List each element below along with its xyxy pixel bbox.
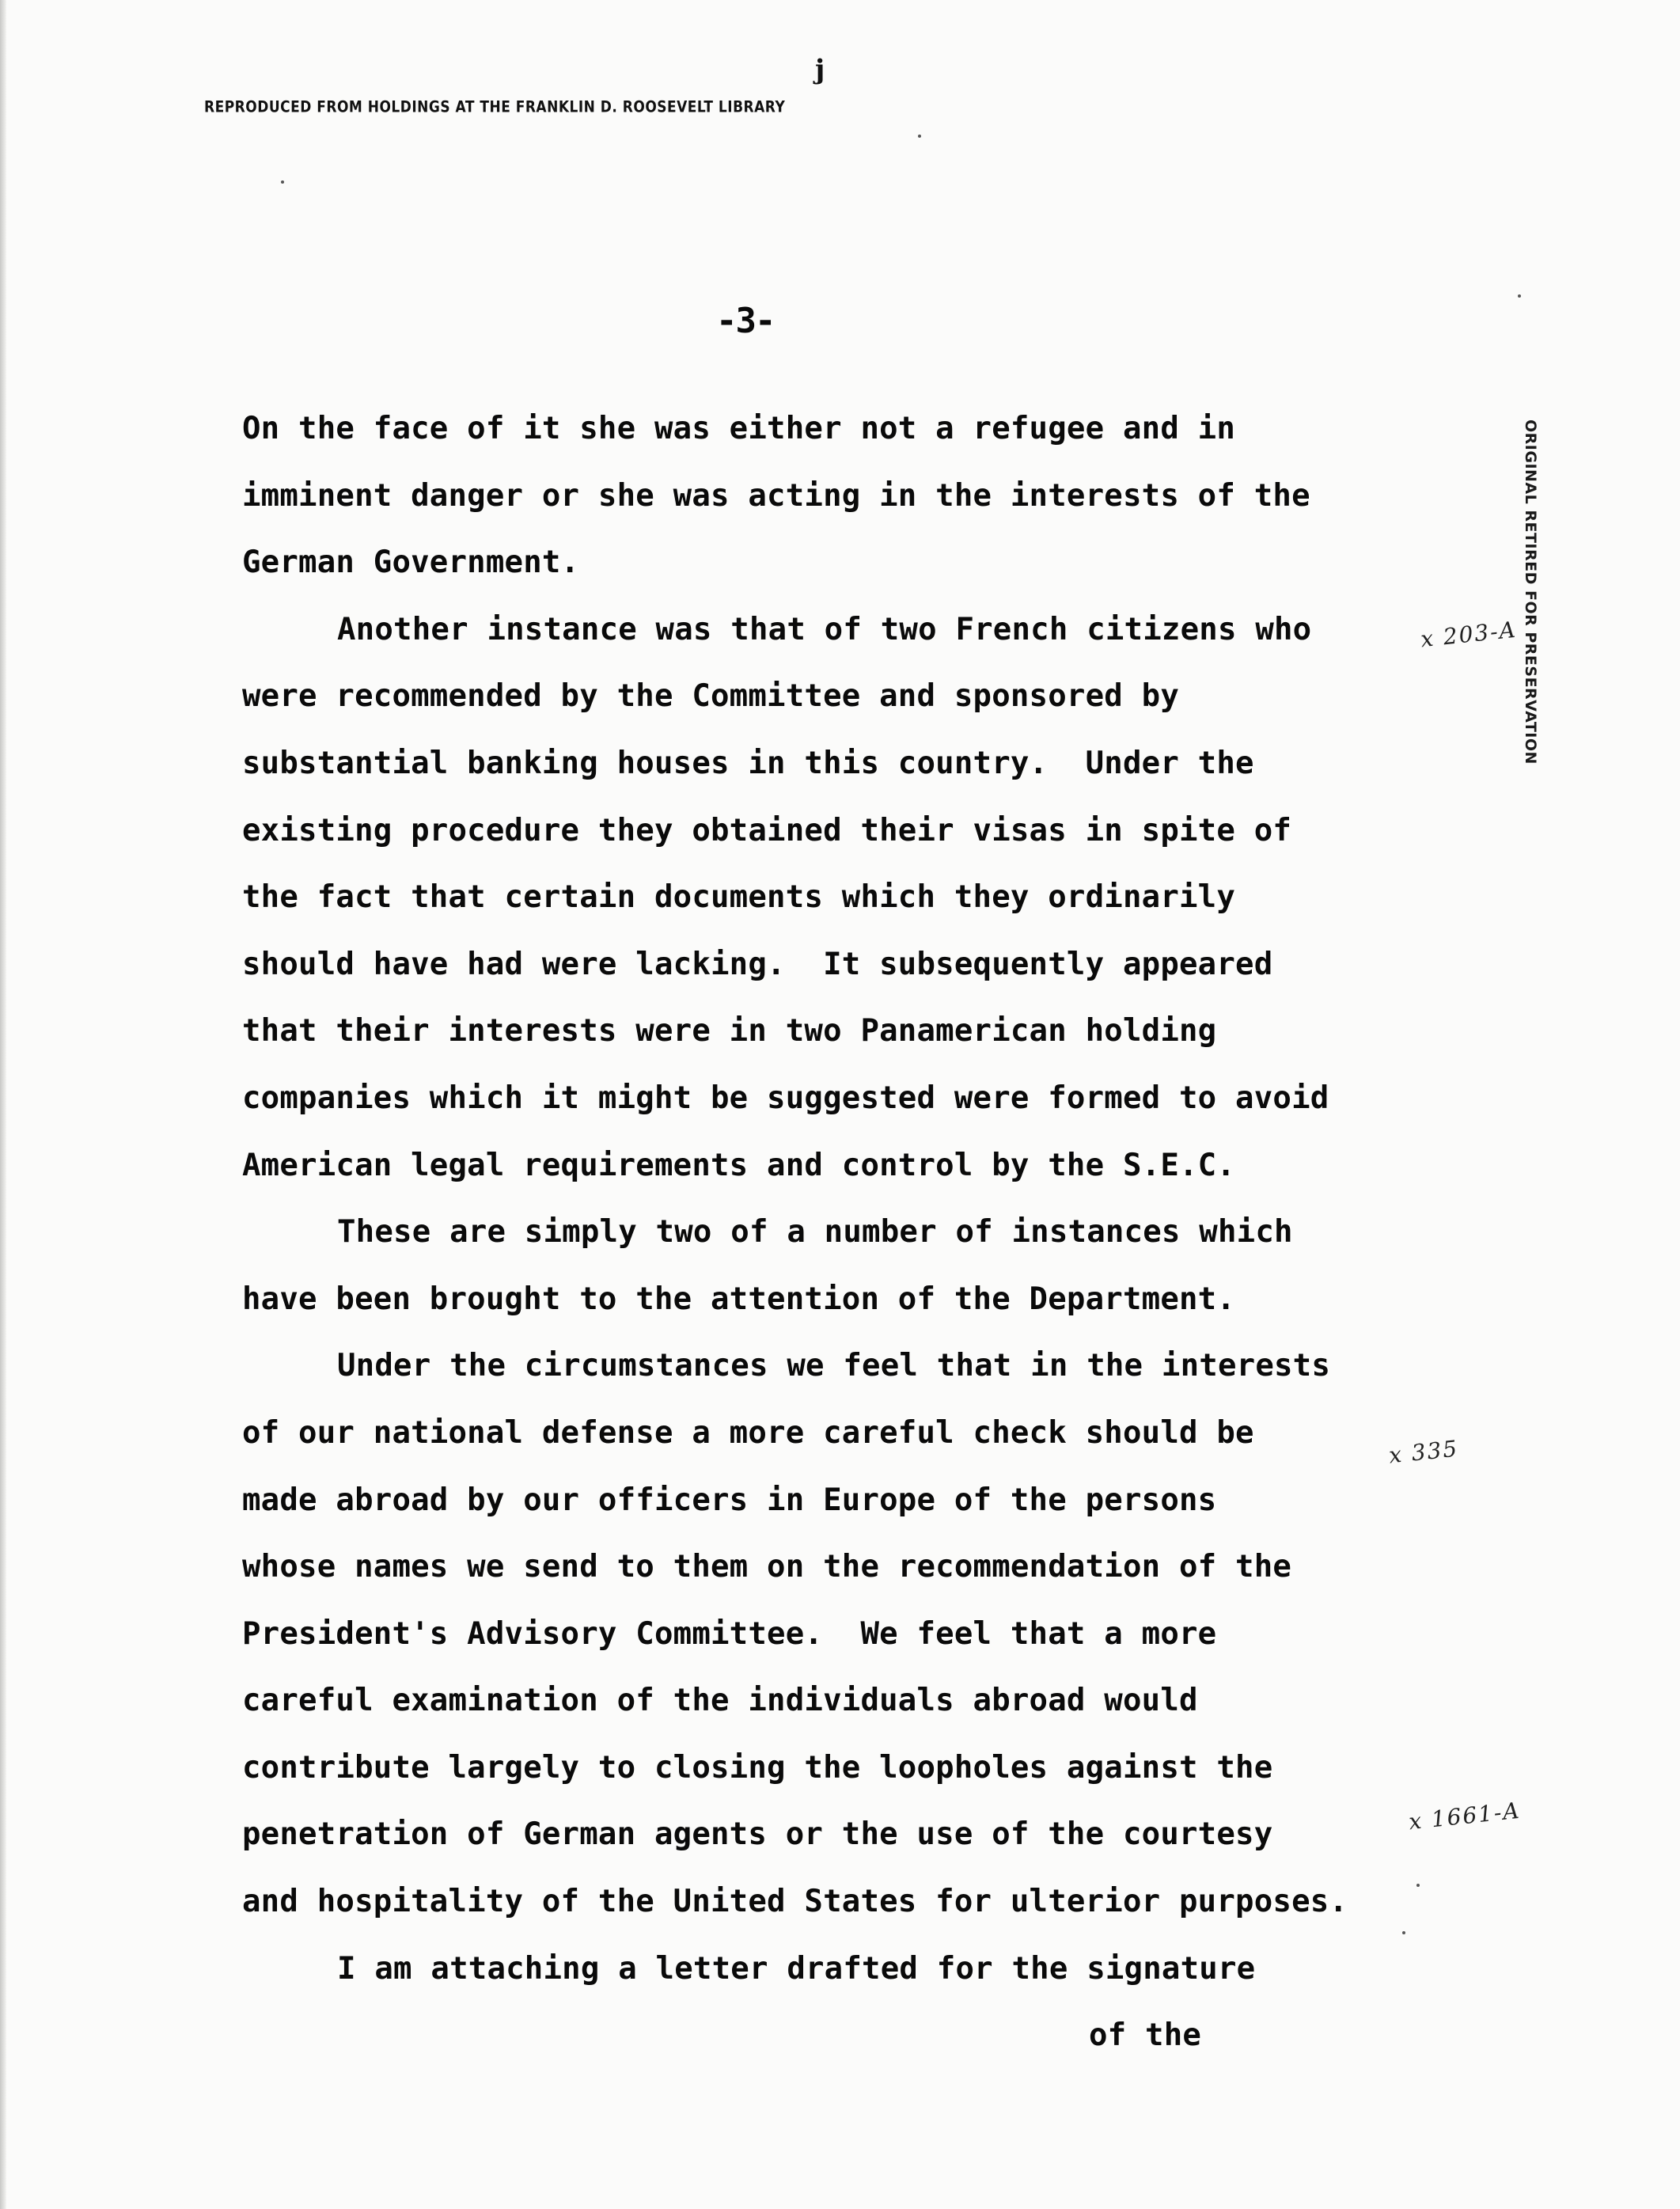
text-line: These are simply two of a number of instances which bbox=[337, 1214, 1293, 1251]
text-line: of the bbox=[1089, 2017, 1202, 2054]
text-line: existing procedure they obtained their visas in spite of bbox=[242, 812, 1292, 848]
text-line: made abroad by our officers in Europe of the persons bbox=[242, 1482, 1217, 1518]
text-line: On the face of it she was either not a refugee and in bbox=[242, 411, 1236, 446]
text-line: companies which it might be suggested were formed to avoid bbox=[242, 1080, 1329, 1116]
library-reproduction-stamp: REPRODUCED FROM HOLDINGS AT THE FRANKLIN D. ROOSEVELT LIBRARY bbox=[204, 98, 786, 116]
text-line: have been brought to the attention of the Department. bbox=[242, 1281, 1236, 1317]
text-line: contribute largely to closing the loopholes against the bbox=[242, 1749, 1273, 1786]
text-line: German Government. bbox=[242, 545, 580, 581]
text-line: President's Advisory Committee. We feel that a more bbox=[242, 1615, 1217, 1652]
text-line: penetration of German agents or the use of the courtesy bbox=[242, 1816, 1273, 1853]
preservation-stamp: ORIGINAL RETIRED FOR PRESERVATION bbox=[1522, 419, 1539, 765]
scan-speck bbox=[918, 135, 921, 138]
text-line: should have had were lacking. It subsequently appeared bbox=[242, 946, 1273, 982]
text-line: were recommended by the Committee and sponsored by bbox=[242, 678, 1179, 715]
handwritten-margin-note: x 1661-A bbox=[1407, 1797, 1522, 1835]
text-line: I am attaching a letter drafted for the signature bbox=[337, 1950, 1256, 1987]
handwritten-margin-note: x 203-A bbox=[1419, 616, 1519, 653]
text-line: Another instance was that of two French citizens who bbox=[337, 611, 1312, 647]
typed-letter-body bbox=[242, 396, 1429, 2070]
text-line: that their interests were in two Panamerican holding bbox=[242, 1013, 1217, 1049]
scan-speck bbox=[1402, 1931, 1405, 1934]
text-line: and hospitality of the United States for ulterior purposes. bbox=[242, 1884, 1348, 1920]
scan-speck bbox=[1416, 1884, 1420, 1887]
text-line: American legal requirements and control by the S.E.C. bbox=[242, 1147, 1236, 1183]
handwritten-tick-mark: j bbox=[815, 54, 825, 85]
text-line: the fact that certain documents which they ordinarily bbox=[242, 879, 1236, 916]
scan-speck bbox=[1518, 294, 1521, 298]
page-number: -3- bbox=[716, 301, 775, 341]
scan-speck bbox=[281, 180, 284, 184]
text-line: Under the circumstances we feel that in the interests bbox=[337, 1348, 1331, 1384]
scan-edge bbox=[0, 0, 6, 2209]
text-line: of our national defense a more careful check should be bbox=[242, 1414, 1254, 1451]
handwritten-margin-note: x 335 bbox=[1387, 1435, 1460, 1469]
text-line: careful examination of the individuals abroad would bbox=[242, 1683, 1198, 1719]
text-line: imminent danger or she was acting in the interests of the bbox=[242, 477, 1310, 514]
text-line: substantial banking houses in this country. Under the bbox=[242, 745, 1254, 781]
text-line: whose names we send to them on the recommendation of the bbox=[242, 1549, 1292, 1585]
